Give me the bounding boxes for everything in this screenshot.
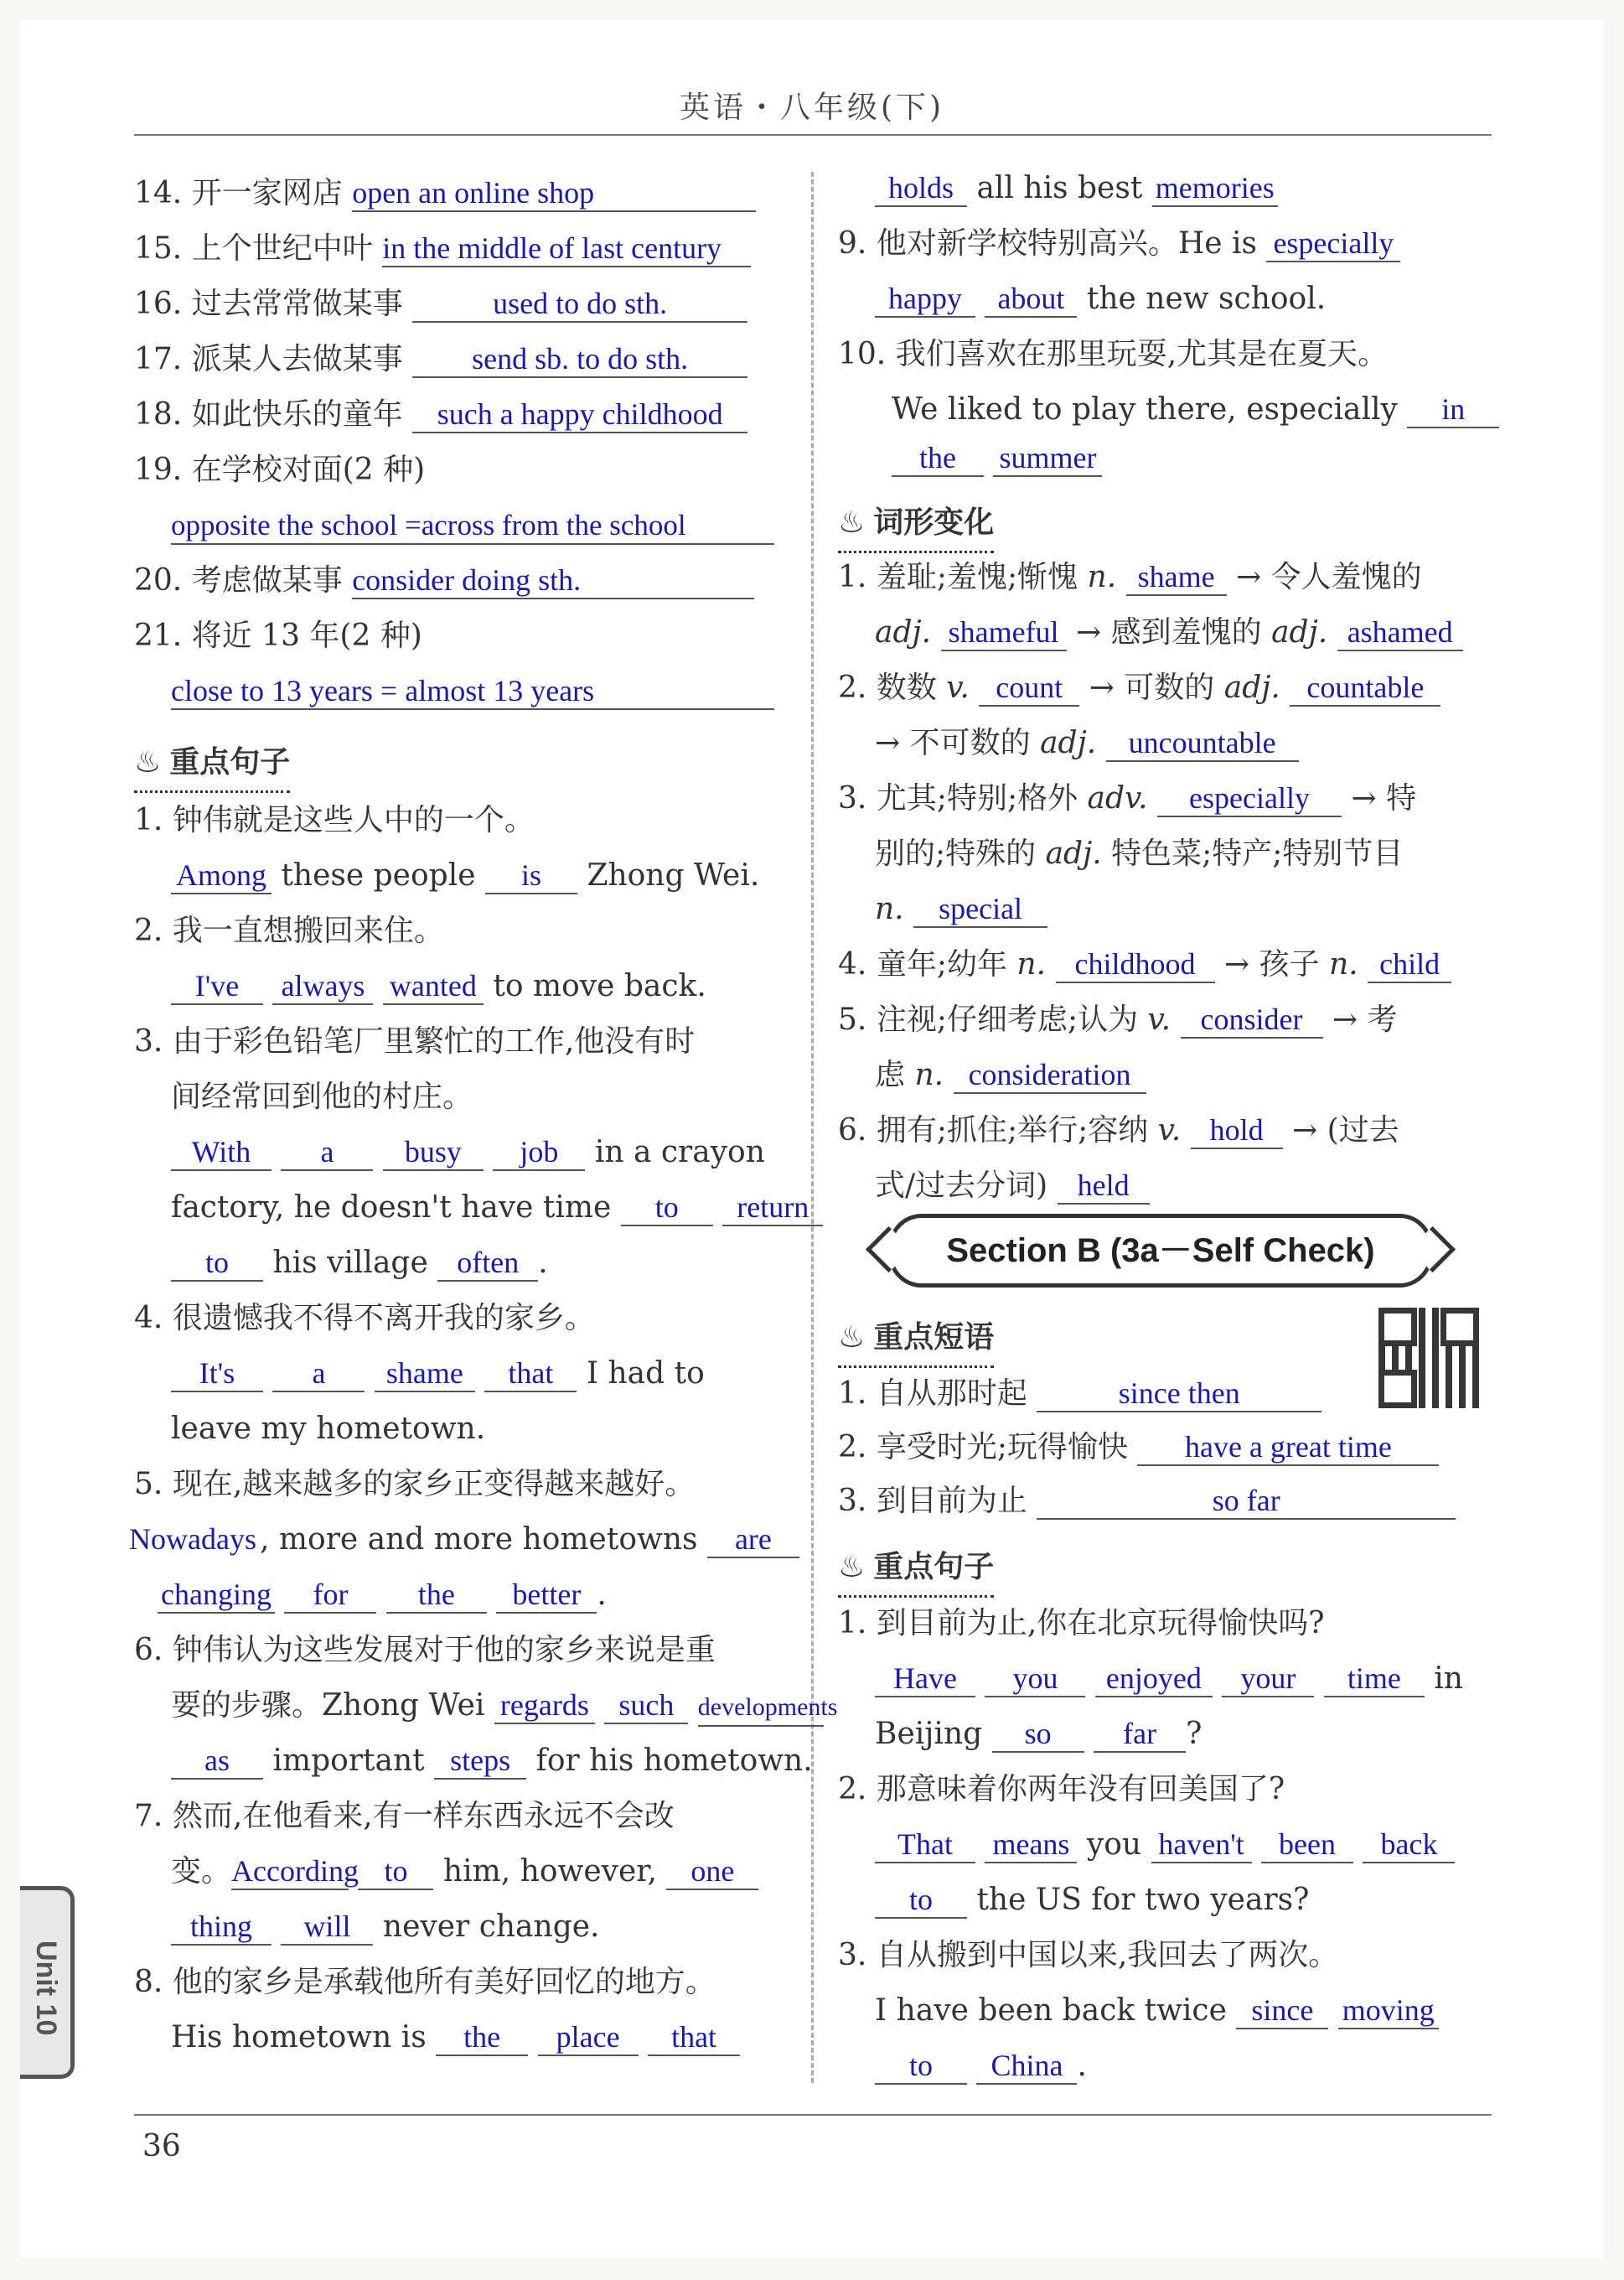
sentence-en — [892, 382, 1499, 438]
phrase-item — [134, 609, 422, 664]
word-form-item — [838, 937, 1451, 992]
answer-blank: far — [1094, 1716, 1186, 1753]
steam-icon: ♨ — [838, 505, 866, 540]
part-of-speech: adj. — [1223, 671, 1280, 705]
sentence-text: , more and more hometowns — [260, 1522, 698, 1557]
answer-blank: enjoyed — [1095, 1661, 1213, 1697]
phrase-item — [838, 1366, 1321, 1422]
sentence-item — [134, 904, 444, 959]
phrase-answer: opposite the school =across from the school — [171, 508, 774, 545]
word-form-text: 式/过去分词) — [875, 1168, 1048, 1203]
answer-blank: to — [621, 1189, 713, 1226]
sentence-text: I had to — [586, 1356, 705, 1391]
answer-blank: child — [1368, 946, 1451, 983]
sentence-cn: 很遗憾我不得不离开我的家乡。 — [172, 1301, 595, 1335]
part-of-speech: adj. — [1271, 615, 1328, 650]
sentence-item — [838, 1762, 1285, 1817]
sentence-number: 7. — [134, 1799, 163, 1833]
word-form-cont — [875, 826, 1403, 882]
phrase-cn: 如此快乐的童年 — [191, 397, 403, 432]
sentence-en — [171, 1125, 765, 1180]
sentence-cn: 然而,在他看来,有一样东西永远不会改 — [172, 1799, 675, 1833]
page-header-title: 英语・八年级(下) — [679, 91, 945, 125]
answer-blank: as — [171, 1743, 263, 1780]
phrase-cn: 考虑做某事 — [191, 563, 343, 598]
header-rule — [134, 134, 1492, 136]
phrase-number: 18. — [134, 397, 183, 432]
answer-blank: in — [1407, 391, 1499, 428]
sentence-item — [838, 1928, 1338, 1983]
answer-blank: wanted — [383, 968, 484, 1005]
item-number: 5. — [838, 1003, 867, 1037]
word-form-item — [838, 771, 1416, 826]
phrase-item — [134, 221, 751, 277]
answer-blank: I've — [171, 968, 263, 1005]
word-form-text: → 考 — [1332, 1003, 1398, 1037]
sentence-number: 3. — [134, 1024, 163, 1059]
phrase-cn: 开一家网店 — [191, 176, 343, 210]
answer-blank: time — [1324, 1661, 1425, 1697]
phrase-number: 17. — [134, 342, 183, 376]
sentence-cn: 变。 — [171, 1854, 232, 1889]
sentence-item — [134, 1623, 716, 1678]
answer-blank: that — [484, 1355, 577, 1392]
answer-blank: It's — [171, 1355, 263, 1392]
page-number: 36 — [142, 2129, 181, 2163]
phrase-answer: consider doing sth. — [352, 562, 754, 599]
sentence-text: to move back. — [493, 969, 706, 1003]
answer-blank: especially — [1157, 780, 1342, 817]
answer-blank: China — [976, 2048, 1077, 2085]
answer-blank: especially — [1266, 225, 1400, 262]
answer-blank: are — [707, 1521, 799, 1558]
answer-blank: moving — [1338, 1992, 1439, 2029]
sentence-cn: 由于彩色铅笔厂里繁忙的工作,他没有时 — [172, 1024, 696, 1059]
heading-underline — [134, 785, 290, 793]
phrase-item — [134, 553, 754, 609]
section-heading-text: 词形变化 — [873, 505, 995, 540]
answer-blank: you — [985, 1661, 1085, 1697]
answer-blank: a — [281, 1134, 373, 1171]
word-form-text: 羞耻;羞愧;惭愧 — [876, 560, 1078, 594]
part-of-speech: adj. — [1040, 726, 1097, 760]
sentence-text: the US for two years? — [976, 1883, 1310, 1917]
sentence-text: . — [597, 1578, 607, 1612]
sentence-item — [134, 1457, 695, 1512]
word-form-text: → 不可数的 — [875, 726, 1031, 760]
phrase-number: 1. — [838, 1376, 867, 1411]
sentence-item — [134, 793, 535, 848]
qr-code — [1378, 1308, 1479, 1408]
sentence-cn-cont: 间经常回到他的村庄。 — [171, 1080, 473, 1114]
answer-blank: holds — [875, 170, 967, 207]
word-form-text: 注视;仔细考虑;认为 — [876, 1003, 1139, 1037]
phrase-number: 19. — [134, 453, 183, 487]
phrase-number: 3. — [838, 1484, 867, 1518]
sentence-text: I have been back twice — [875, 1993, 1227, 2028]
sentence-text: leave my hometown. — [171, 1412, 486, 1446]
word-form-item — [838, 1103, 1399, 1158]
sentence-en — [875, 1983, 1439, 2039]
phrase-cn: 享受时光;玩得愉快 — [876, 1430, 1128, 1464]
part-of-speech: n. — [1016, 947, 1047, 982]
section-heading-text: 重点句子 — [873, 1549, 995, 1584]
sentence-en — [892, 431, 1102, 486]
sentence-text: him, however, — [442, 1854, 657, 1889]
sentence-text: in a crayon — [594, 1135, 765, 1169]
footer-rule — [134, 2114, 1492, 2116]
phrase-cn: 派某人去做某事 — [191, 342, 403, 376]
answer-blank: return — [722, 1189, 823, 1226]
sentence-en — [171, 1678, 838, 1733]
answer-blank: been — [1261, 1827, 1353, 1863]
phrase-item — [838, 1420, 1439, 1475]
phrase-item — [134, 443, 425, 498]
answer-blank: the — [386, 1577, 487, 1614]
answer-blank: the — [436, 2019, 528, 2056]
word-form-text: → 特 — [1351, 781, 1417, 816]
answer-blank: job — [493, 1134, 585, 1171]
sentence-item — [134, 1291, 595, 1346]
phrase-answer: send sb. to do sth. — [412, 341, 747, 378]
sentence-text: for his hometown. — [535, 1744, 813, 1778]
word-form-text: 拥有;抓住;举行;容纳 — [876, 1113, 1149, 1148]
sentence-cn: 钟伟认为这些发展对于他的家乡来说是重 — [172, 1633, 716, 1667]
phrase-number: 16. — [134, 287, 183, 321]
phrase-number: 2. — [838, 1430, 867, 1464]
sentence-number: 4. — [134, 1301, 163, 1335]
phrase-cn: 自从那时起 — [876, 1376, 1027, 1411]
word-form-text: 虑 — [875, 1058, 906, 1092]
sentence-en — [875, 2039, 1087, 2094]
sentence-text: these people — [281, 858, 476, 893]
answer-blank: countable — [1290, 670, 1440, 707]
part-of-speech: v. — [1157, 1113, 1182, 1148]
sentence-cn: 我们喜欢在那里玩耍,尤其是在夏天。 — [895, 337, 1389, 371]
sentence-number: 9. — [838, 226, 867, 261]
answer-blank: to — [875, 2048, 967, 2085]
answer-blank: is — [485, 858, 577, 894]
phrase-answer: open an online shop — [352, 175, 756, 212]
qr-corner — [1440, 1308, 1479, 1346]
phrase-answer: so far — [1037, 1483, 1456, 1520]
answer-blank: such — [604, 1687, 688, 1724]
sentence-en — [171, 1180, 823, 1236]
sentence-number: 3. — [838, 1938, 867, 1972]
sentence-number: 10. — [838, 337, 887, 371]
word-form-text: 别的;特殊的 — [875, 837, 1037, 871]
phrase-number: 21. — [134, 619, 183, 653]
column-divider — [811, 172, 814, 2083]
answer-blank: will — [281, 1909, 373, 1946]
sentence-number: 2. — [838, 1772, 867, 1806]
part-of-speech: n. — [1087, 560, 1117, 594]
phrase-cn: 到目前为止 — [876, 1484, 1027, 1518]
phrase-item — [134, 332, 747, 387]
answer-blank: special — [913, 891, 1047, 928]
phrase-number: 14. — [134, 176, 183, 210]
word-form-text: → (过去 — [1292, 1113, 1399, 1148]
answer-blank: back — [1363, 1827, 1455, 1863]
sentence-text: important — [272, 1744, 425, 1778]
sentence-en — [171, 1236, 548, 1291]
phrase-number: 15. — [134, 231, 183, 266]
answer-blank: changing — [158, 1577, 275, 1614]
item-number: 1. — [838, 560, 867, 594]
answer-blank: memories — [1152, 170, 1278, 207]
sentence-cn: 我一直想搬回来住。 — [172, 914, 444, 948]
sentence-en — [171, 1733, 813, 1789]
sentence-cn: 他的家乡是承载他所有美好回忆的地方。 — [172, 1965, 716, 1999]
answer-blank: better — [496, 1577, 597, 1614]
sentence-cn: 他对新学校特别高兴。He is — [876, 226, 1257, 261]
unit-tab-label: Unit 10 — [30, 1941, 62, 2036]
phrase-answer-line — [171, 664, 774, 719]
sentence-text: the new school. — [1086, 282, 1327, 316]
answer-blank: busy — [383, 1134, 484, 1171]
sentence-number: 5. — [134, 1467, 163, 1501]
sentence-en — [875, 1873, 1309, 1928]
sentence-en — [171, 848, 759, 904]
word-form-text: → 令人羞愧的 — [1236, 560, 1422, 594]
word-form-cont — [875, 605, 1463, 661]
answer-blank: According — [231, 1853, 349, 1890]
sentence-number: 2. — [134, 914, 163, 948]
sentence-item — [838, 216, 1400, 272]
sentence-text: in — [1434, 1661, 1463, 1696]
sentence-item — [134, 1955, 716, 2010]
sentence-text: His hometown is — [171, 2020, 427, 2055]
part-of-speech: adv. — [1087, 781, 1148, 816]
item-number: 2. — [838, 671, 867, 705]
phrase-answer: used to do sth. — [412, 286, 747, 323]
sentence-en — [875, 1651, 1463, 1707]
steam-icon: ♨ — [838, 1550, 866, 1584]
sentence-en — [875, 1817, 1455, 1873]
answer-blank: that — [648, 2019, 740, 2056]
sentence-en — [171, 1844, 758, 1899]
answer-blank: happy — [875, 281, 975, 318]
section-banner: Section B (3a－Self Check) — [888, 1214, 1433, 1288]
word-form-text: 数数 — [876, 671, 937, 705]
sentence-item — [838, 1596, 1325, 1651]
answer-blank: shame — [375, 1355, 475, 1392]
word-form-text: → 孩子 — [1223, 947, 1320, 982]
qr-corner — [1378, 1370, 1417, 1408]
sentence-number: 1. — [838, 1606, 867, 1640]
sentence-text: never change. — [382, 1910, 600, 1944]
answer-blank: Have — [875, 1661, 975, 1697]
part-of-speech: n. — [875, 892, 904, 926]
answer-blank: your — [1222, 1661, 1314, 1697]
phrase-cn: 将近 13 年(2 种) — [191, 619, 422, 653]
sentence-en — [171, 2010, 740, 2065]
answer-blank: shame — [1126, 559, 1227, 596]
answer-blank: to — [875, 1882, 967, 1919]
section-heading-word-forms — [838, 495, 994, 553]
phrase-answer-line — [171, 498, 774, 553]
steam-icon: ♨ — [134, 745, 162, 780]
answer-blank: place — [538, 2019, 639, 2056]
sentence-cn: 自从搬到中国以来,我回去了两次。 — [876, 1938, 1339, 1972]
part-of-speech: v. — [946, 671, 970, 705]
answer-blank: consider — [1181, 1002, 1323, 1039]
phrase-answer: such a happy childhood — [412, 396, 747, 433]
phrase-answer: since then — [1037, 1376, 1321, 1412]
sentence-number: 1. — [134, 803, 163, 837]
phrase-item — [134, 277, 747, 332]
sentence-en — [158, 1568, 607, 1623]
sentence-text: you — [1086, 1827, 1142, 1862]
phrase-answer: have a great time — [1137, 1429, 1439, 1466]
sentence-number: 6. — [134, 1633, 163, 1667]
sentence-text: Beijing — [875, 1717, 983, 1751]
phrase-item — [838, 1474, 1456, 1529]
sentence-cn: 要的步骤。Zhong Wei — [171, 1688, 485, 1723]
part-of-speech: v. — [1147, 1003, 1171, 1037]
answer-blank: a — [272, 1355, 365, 1392]
word-form-text: → 感到羞愧的 — [1076, 615, 1262, 650]
sentence-cn: 到目前为止,你在北京玩得愉快吗? — [876, 1606, 1325, 1640]
section-heading-text: 重点句子 — [169, 744, 291, 780]
answer-blank: held — [1058, 1168, 1150, 1205]
part-of-speech: adj. — [1045, 837, 1102, 871]
item-number: 6. — [838, 1113, 867, 1148]
answer-blank: developments — [698, 1690, 824, 1727]
sentence-item — [134, 1014, 695, 1070]
phrase-cn: 过去常常做某事 — [191, 287, 403, 321]
sentence-number: 8. — [134, 1965, 163, 1999]
answer-blank: means — [985, 1827, 1077, 1863]
item-number: 3. — [838, 781, 867, 816]
word-form-text: 特色菜;特产;特别节目 — [1111, 837, 1404, 871]
section-heading-sentences — [838, 1539, 994, 1598]
sentence-text: . — [538, 1246, 548, 1280]
item-number: 4. — [838, 947, 867, 982]
sentence-text: We liked to play there, especially — [892, 392, 1398, 427]
section-heading-phrases — [838, 1309, 994, 1368]
answer-blank: summer — [993, 440, 1102, 477]
answer-blank: uncountable — [1106, 725, 1299, 762]
answer-blank: always — [272, 968, 373, 1005]
sentence-en — [875, 272, 1326, 327]
sentence-en — [875, 1707, 1202, 1762]
answer-blank: With — [171, 1134, 272, 1171]
part-of-speech: n. — [914, 1058, 944, 1092]
sentence-en — [171, 1346, 705, 1402]
phrase-item — [134, 166, 756, 221]
word-form-cont — [875, 1158, 1150, 1214]
sentence-en — [171, 959, 706, 1014]
answer-blank: to — [171, 1245, 263, 1282]
sentence-en — [171, 1899, 599, 1955]
sentence-text: Zhong Wei. — [587, 858, 760, 893]
steam-icon: ♨ — [838, 1320, 866, 1355]
answer-blank: regards — [494, 1687, 595, 1724]
sentence-text: . — [1077, 2049, 1087, 2083]
answer-blank: That — [875, 1827, 975, 1863]
answer-blank: hold — [1191, 1112, 1283, 1149]
word-form-text: 童年;幼年 — [876, 947, 1007, 982]
phrase-cn: 在学校对面(2 种) — [191, 453, 426, 487]
phrase-answer: close to 13 years = almost 13 years — [171, 673, 774, 710]
answer-blank: shameful — [941, 614, 1067, 651]
part-of-speech: adj. — [875, 615, 932, 650]
sentence-text: his village — [272, 1246, 428, 1280]
answer-blank: steps — [434, 1743, 526, 1780]
answer-blank: for — [284, 1577, 376, 1614]
phrase-answer: in the middle of last century — [382, 231, 751, 267]
sentence-cn: 现在,越来越多的家乡正变得越来越好。 — [172, 1467, 696, 1501]
answer-blank: since — [1236, 1992, 1328, 2029]
answer-blank: consideration — [954, 1057, 1146, 1094]
answer-blank: childhood — [1056, 946, 1215, 983]
answer-blank: Among — [171, 858, 272, 894]
answer-blank: haven't — [1151, 1827, 1252, 1863]
word-form-cont — [875, 1048, 1146, 1103]
answer-blank: ashamed — [1337, 614, 1463, 651]
sentence-text: ? — [1186, 1717, 1202, 1751]
answer-blank: so — [992, 1716, 1084, 1753]
answer-blank: Nowadays — [129, 1522, 256, 1556]
phrase-number: 20. — [134, 563, 183, 598]
word-form-cont — [875, 882, 1047, 937]
sentence-cn: 钟伟就是这些人中的一个。 — [172, 803, 535, 837]
sentence-item — [838, 327, 1388, 382]
answer-blank: one — [666, 1853, 758, 1890]
phrase-cn: 上个世纪中叶 — [191, 231, 373, 266]
answer-blank: to — [358, 1853, 433, 1890]
word-form-cont — [875, 716, 1299, 771]
qr-corner — [1378, 1308, 1417, 1346]
section-heading-sentences — [134, 734, 290, 793]
word-form-text: 尤其;特别;格外 — [876, 781, 1078, 816]
word-form-item — [838, 550, 1422, 605]
word-form-text: → 可数的 — [1089, 671, 1215, 705]
word-form-item — [838, 992, 1398, 1048]
answer-blank: about — [985, 281, 1077, 318]
answer-blank: thing — [171, 1909, 272, 1946]
phrase-item — [134, 387, 747, 443]
part-of-speech: n. — [1329, 947, 1358, 982]
answer-blank: count — [979, 670, 1079, 707]
section-heading-text: 重点短语 — [873, 1319, 995, 1355]
answer-blank: the — [892, 440, 984, 477]
answer-blank: often — [437, 1245, 538, 1282]
sentence-text: all his best — [976, 171, 1143, 205]
sentence-en — [126, 1512, 799, 1568]
unit-tab — [20, 1886, 75, 2079]
sentence-cn: 那意味着你两年没有回美国了? — [876, 1772, 1285, 1806]
word-form-item — [838, 661, 1440, 716]
sentence-text: factory, he doesn't have time — [171, 1190, 612, 1225]
sentence-en — [875, 161, 1278, 216]
sentence-item — [134, 1789, 675, 1844]
